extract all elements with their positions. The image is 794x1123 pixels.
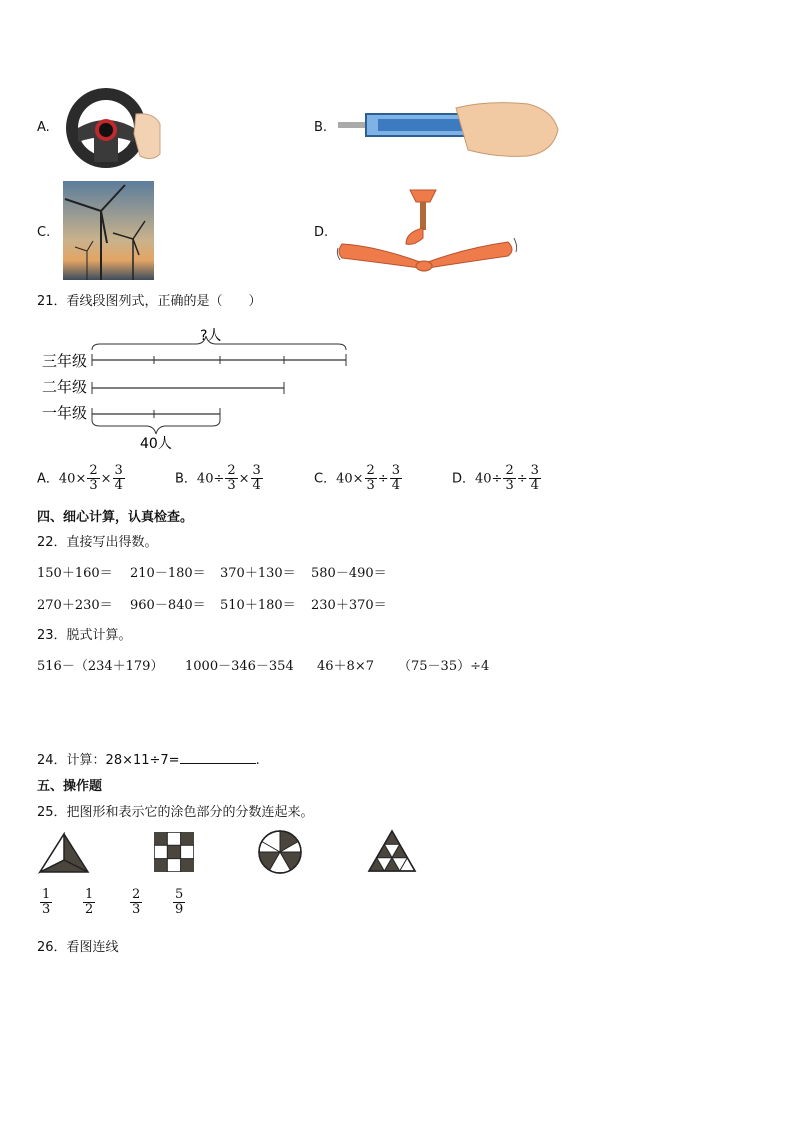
option-c-label: C. [37, 225, 51, 240]
q22-row2-item1: 270＋230＝ [37, 598, 113, 613]
q23-question: 23．脱式计算。 [37, 628, 132, 643]
q24-question: 24．计算：28×11÷7= . [37, 753, 260, 768]
q23-item3: 46＋8×7 [317, 659, 374, 674]
fraction-one-third[interactable]: $\frac{1}{3}$ [42, 887, 51, 918]
q21-option-a: A．40× $\frac{2}{3}$ × $\frac{3}{4}$ [37, 463, 123, 494]
section-4-title: 四、细心计算，认真检查。 [37, 510, 194, 525]
triangle-shape[interactable] [38, 832, 90, 878]
fraction-two-thirds[interactable]: $\frac{2}{3}$ [132, 887, 141, 918]
steering-wheel-image [64, 84, 164, 176]
option-d-label: D. [314, 225, 329, 240]
fraction-one-half[interactable]: $\frac{1}{2}$ [85, 887, 94, 918]
option-a-label: A. [37, 120, 50, 135]
grid-square-shape[interactable] [154, 832, 194, 876]
section-5-title: 五、操作题 [37, 779, 103, 794]
q24-answer-blank[interactable] [180, 751, 256, 764]
diagram-top-label: ?人 [200, 328, 222, 344]
q21-option-d: D．40÷ $\frac{2}{3}$ ÷ $\frac{3}{4}$ [452, 463, 539, 494]
q21-question: 21．看线段图列式，正确的是（ ） [37, 294, 262, 309]
q25-question: 25．把图形和表示它的涂色部分的分数连起来。 [37, 805, 314, 820]
q22-row2-item3: 510＋180＝ [220, 598, 296, 613]
q22-row1-item1: 150＋160＝ [37, 566, 113, 581]
q23-item2: 1000－346－354 [185, 659, 294, 674]
q22-row1-item4: 580－490＝ [311, 566, 387, 581]
wind-turbines-image [63, 181, 154, 284]
q21-option-c: C．40× $\frac{2}{3}$ ÷ $\frac{3}{4}$ [314, 463, 400, 494]
q23-item1: 516－（234＋179） [37, 659, 164, 674]
row-label-grade1: 一年级 [42, 404, 88, 422]
triangle-grid-shape[interactable] [367, 829, 417, 877]
q21-option-b: B．40÷ $\frac{2}{3}$ × $\frac{3}{4}$ [175, 463, 261, 494]
syringe-image [338, 100, 560, 164]
ceiling-fan-image [336, 188, 520, 282]
row-label-grade3: 三年级 [42, 352, 88, 370]
circle-shape[interactable] [257, 829, 303, 879]
q23-item4: （75－35）÷4 [398, 659, 490, 674]
q22-row2-item4: 230＋370＝ [311, 598, 387, 613]
q22-row1-item2: 210－180＝ [130, 566, 206, 581]
diagram-bottom-label: 40人 [140, 436, 172, 452]
fraction-five-ninths[interactable]: $\frac{5}{9}$ [175, 887, 184, 918]
row-label-grade2: 二年级 [42, 378, 88, 396]
q22-row2-item2: 960－840＝ [130, 598, 206, 613]
option-b-label: B. [314, 120, 328, 135]
q22-question: 22．直接写出得数。 [37, 535, 158, 550]
q22-row1-item3: 370＋130＝ [220, 566, 296, 581]
q26-question: 26．看图连线 [37, 940, 119, 955]
q21-line-diagram [40, 324, 360, 456]
